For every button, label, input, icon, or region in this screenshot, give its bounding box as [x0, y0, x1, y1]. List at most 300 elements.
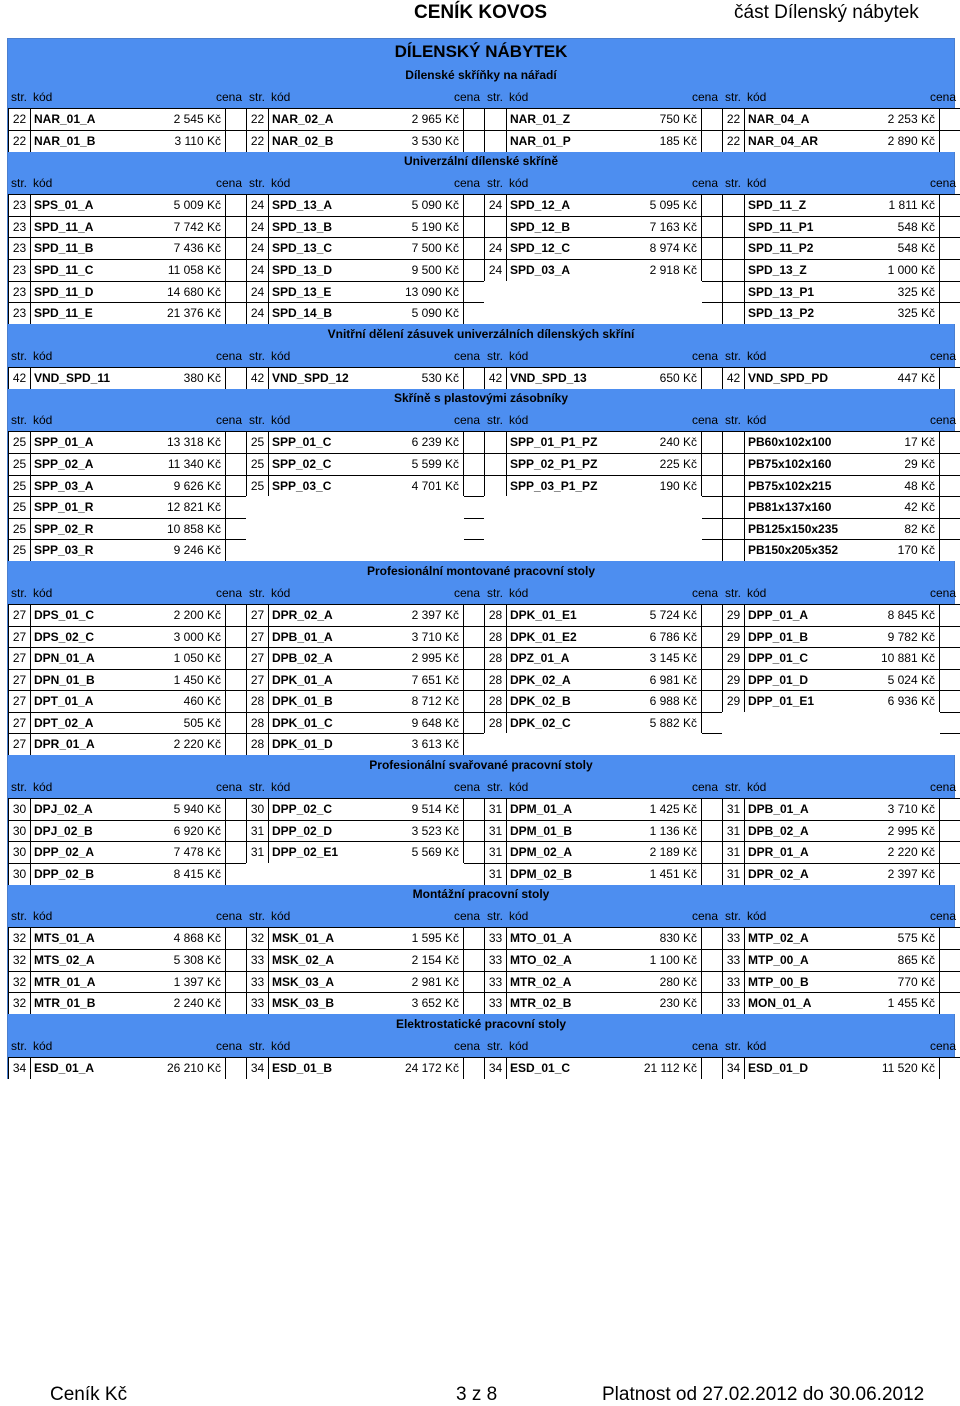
item-price: 11 340 Kč: [167, 456, 221, 471]
item-price: 2 995 Kč: [887, 823, 935, 838]
item-price: 3 000 Kč: [173, 629, 221, 644]
cell-page: 29: [722, 690, 744, 712]
cell-gap: [226, 626, 246, 648]
col-kod-label: kód: [747, 780, 767, 795]
cell-item: [30, 130, 226, 152]
cell-gap: [226, 237, 246, 259]
col-kod-label: kód: [747, 1038, 767, 1053]
item-code: DPK_01_A: [272, 672, 333, 687]
cell-page: 28: [484, 712, 506, 734]
cell-gap: [464, 1057, 484, 1079]
cell-page: 25: [246, 453, 268, 475]
cell-gap: [464, 927, 484, 949]
cell-page: 31: [722, 798, 744, 820]
table-row: [8, 1057, 954, 1079]
cell-empty: [744, 712, 940, 734]
item-code: SPD_11_Z: [748, 198, 807, 213]
cell-gap: [940, 539, 960, 561]
cell-gap: [464, 259, 484, 281]
cell-page: 31: [484, 863, 506, 885]
item-price: 1 595 Kč: [411, 931, 459, 946]
col-str-label: str.: [725, 90, 742, 104]
col-kod-label: kód: [271, 348, 291, 363]
item-price: 7 163 Kč: [649, 219, 697, 234]
cell-page: 24: [484, 237, 506, 259]
col-str-label: str.: [11, 909, 28, 924]
item-code: SPD_13_P1: [748, 284, 815, 299]
item-price: 5 599 Kč: [411, 456, 459, 471]
cell-item: [30, 108, 226, 130]
cell-gap: [940, 475, 960, 497]
item-price: 225 Kč: [659, 456, 697, 471]
cell-item: [268, 690, 464, 712]
item-price: 5 882 Kč: [649, 715, 697, 730]
cell-page: 33: [722, 949, 744, 971]
cell-item: [30, 281, 226, 303]
cell-empty: [484, 281, 506, 303]
col-str-label: str.: [11, 1038, 28, 1053]
cell-item: [506, 712, 702, 734]
col-kod-label: kód: [747, 909, 767, 924]
cell-empty: [484, 496, 506, 518]
table-row: [8, 820, 954, 842]
cell-page: 33: [484, 971, 506, 993]
table-row: [8, 237, 954, 259]
cell-gap: [702, 453, 722, 475]
col-str-label: str.: [725, 413, 742, 428]
table-row: [8, 798, 954, 820]
item-code: VND_SPD_12: [272, 370, 349, 385]
cell-item: [268, 841, 464, 863]
cell-item: [30, 216, 226, 238]
item-code: SPD_11_P2: [748, 241, 814, 256]
cell-page: 31: [246, 820, 268, 842]
item-code: DPB_02_A: [272, 651, 333, 666]
cell-item: [268, 992, 464, 1014]
col-kod-label: kód: [509, 1038, 529, 1053]
item-code: PB150x205x352: [748, 543, 839, 558]
item-price: 82 Kč: [904, 521, 935, 536]
cell-item: [744, 518, 940, 540]
cell-gap: [464, 475, 484, 497]
table-row: [8, 453, 954, 475]
col-cena-label: cena: [691, 413, 718, 428]
cell-item: [744, 475, 940, 497]
table-row: [8, 431, 954, 453]
cell-item: [506, 798, 702, 820]
col-kod-label: kód: [33, 909, 53, 924]
cell-item: [268, 1057, 464, 1079]
cell-page: 27: [8, 669, 30, 691]
item-code: DPK_02_A: [510, 672, 571, 687]
cell-gap: [940, 669, 960, 691]
item-price: 9 500 Kč: [411, 262, 459, 277]
col-str-label: str.: [487, 780, 504, 795]
cell-item: [744, 798, 940, 820]
table-row: [8, 841, 954, 863]
item-price: 6 981 Kč: [649, 672, 697, 687]
cell-item: [268, 626, 464, 648]
col-cena-label: cena: [453, 348, 480, 363]
cell-page: 24: [484, 259, 506, 281]
cell-item: [268, 259, 464, 281]
item-code: NAR_04_A: [748, 112, 810, 126]
cell-item: [30, 496, 226, 518]
cell-page: 27: [8, 647, 30, 669]
item-price: 3 523 Kč: [411, 823, 459, 838]
cell-empty: [268, 518, 464, 540]
item-code: MSK_03_B: [272, 996, 335, 1011]
cell-gap: [464, 281, 484, 303]
cell-item: [268, 949, 464, 971]
col-kod-label: kód: [271, 90, 291, 104]
item-code: PB81x137x160: [748, 500, 832, 515]
col-cena-label: cena: [453, 909, 480, 924]
cell-gap: [226, 863, 246, 885]
cell-page: 34: [246, 1057, 268, 1079]
col-kod-label: kód: [33, 176, 53, 191]
item-price: 24 172 Kč: [404, 1060, 459, 1075]
cell-gap: [940, 863, 960, 885]
cell-page: 34: [722, 1057, 744, 1079]
cell-gap: [226, 302, 246, 324]
cell-page: 34: [484, 1057, 506, 1079]
col-str-label: str.: [725, 1038, 742, 1053]
cell-gap: [702, 194, 722, 216]
cell-gap: [940, 971, 960, 993]
cell-page: 27: [8, 733, 30, 755]
cell-gap: [226, 992, 246, 1014]
cell-item: [30, 604, 226, 626]
cell-page: 32: [246, 927, 268, 949]
column-header-row: [8, 172, 954, 194]
cell-item: [506, 604, 702, 626]
item-price: 2 200 Kč: [173, 607, 221, 622]
col-cena-label: cena: [929, 348, 956, 363]
col-cena-label: cena: [453, 90, 480, 104]
cell-page: 32: [8, 971, 30, 993]
cell-gap: [226, 690, 246, 712]
item-code: SPD_11_B: [34, 241, 94, 256]
cell-page: 42: [484, 367, 506, 389]
col-str-label: str.: [487, 176, 504, 191]
cell-item: [506, 194, 702, 216]
cell-page: 32: [8, 949, 30, 971]
item-price: 240 Kč: [659, 435, 697, 450]
cell-item: [744, 130, 940, 152]
cell-gap: [940, 130, 960, 152]
cell-empty: [506, 733, 702, 755]
cell-item: [744, 108, 940, 130]
item-code: SPP_01_R: [34, 500, 94, 515]
item-code: PB125x150x235: [748, 521, 839, 536]
cell-page: 27: [246, 647, 268, 669]
cell-item: [30, 194, 226, 216]
item-code: SPD_11_E: [34, 306, 93, 321]
cell-page: [722, 194, 744, 216]
item-price: 280 Kč: [659, 974, 697, 989]
cell-page: 30: [8, 820, 30, 842]
cell-page: 23: [8, 216, 30, 238]
cell-gap: [940, 927, 960, 949]
cell-empty: [484, 518, 506, 540]
item-code: DPT_01_A: [34, 694, 94, 709]
item-code: DPB_02_A: [748, 823, 809, 838]
item-price: 2 397 Kč: [411, 607, 459, 622]
col-cena-label: cena: [453, 585, 480, 600]
cell-item: [268, 130, 464, 152]
section-title: Profesionální montované pracovní stoly: [8, 561, 954, 582]
cell-gap: [464, 712, 484, 734]
cell-gap: [226, 194, 246, 216]
cell-gap: [226, 647, 246, 669]
cell-page: 42: [246, 367, 268, 389]
col-kod-label: kód: [33, 90, 53, 104]
cell-gap: [940, 1057, 960, 1079]
item-code: MTS_02_A: [34, 953, 95, 968]
column-header-row: [8, 582, 954, 604]
cell-gap: [940, 108, 960, 130]
cell-gap: [464, 453, 484, 475]
item-price: 10 881 Kč: [880, 651, 935, 666]
cell-gap: [226, 431, 246, 453]
cell-page: 24: [246, 216, 268, 238]
col-cena-label: cena: [215, 909, 242, 924]
col-cena-label: cena: [453, 413, 480, 428]
cell-empty: [268, 539, 464, 561]
cell-page: 22: [8, 130, 30, 152]
cell-page: [722, 518, 744, 540]
sections-container: [8, 65, 954, 1078]
cell-gap: [702, 259, 722, 281]
col-kod-label: kód: [271, 176, 291, 191]
item-price: 6 239 Kč: [411, 435, 459, 450]
cell-item: [744, 992, 940, 1014]
cell-item: [744, 841, 940, 863]
table-row: [8, 647, 954, 669]
item-price: 2 189 Kč: [649, 845, 697, 860]
item-code: DPP_01_B: [748, 629, 809, 644]
item-code: PB60x102x100: [748, 435, 832, 450]
cell-page: 32: [8, 927, 30, 949]
col-str-label: str.: [487, 909, 504, 924]
cell-empty: [246, 539, 268, 561]
item-code: SPD_03_A: [510, 262, 571, 277]
item-price: 2 545 Kč: [173, 112, 221, 126]
cell-page: 28: [246, 690, 268, 712]
cell-item: [506, 367, 702, 389]
item-code: DPB_01_A: [748, 802, 809, 817]
cell-page: 22: [8, 108, 30, 130]
cell-item: [268, 475, 464, 497]
col-str-label: str.: [249, 585, 266, 600]
cell-gap: [940, 367, 960, 389]
cell-page: 42: [722, 367, 744, 389]
item-price: 9 782 Kč: [887, 629, 935, 644]
item-price: 3 110 Kč: [174, 133, 221, 148]
item-price: 1 455 Kč: [887, 996, 935, 1011]
item-code: DPB_01_A: [272, 629, 333, 644]
cell-item: [268, 604, 464, 626]
col-str-label: str.: [487, 585, 504, 600]
col-cena-label: cena: [691, 585, 718, 600]
item-code: ESD_01_C: [510, 1060, 571, 1075]
cell-gap: [702, 690, 722, 712]
cell-gap: [702, 626, 722, 648]
cell-gap: [226, 604, 246, 626]
cell-gap: [702, 431, 722, 453]
cell-page: 31: [484, 798, 506, 820]
cell-gap: [940, 216, 960, 238]
cell-gap: [226, 733, 246, 755]
item-price: 5 009 Kč: [173, 198, 221, 213]
item-code: DPP_01_C: [748, 651, 809, 666]
cell-item: [744, 604, 940, 626]
item-price: 5 308 Kč: [173, 953, 221, 968]
cell-gap: [702, 108, 722, 130]
col-str-label: str.: [11, 348, 28, 363]
item-code: SPD_13_B: [272, 219, 333, 234]
cell-empty: [484, 302, 506, 324]
cell-page: 24: [246, 194, 268, 216]
col-kod-label: kód: [33, 780, 53, 795]
item-code: PB75x102x160: [748, 456, 832, 471]
col-str-label: str.: [725, 176, 742, 191]
item-price: 170 Kč: [897, 543, 935, 558]
cell-gap: [940, 431, 960, 453]
item-code: MSK_01_A: [272, 931, 335, 946]
item-price: 1 397 Kč: [173, 974, 221, 989]
cell-gap: [940, 949, 960, 971]
cell-item: [506, 475, 702, 497]
item-code: NAR_01_Z: [510, 112, 571, 126]
item-price: 5 090 Kč: [411, 198, 459, 213]
cell-item: [744, 927, 940, 949]
item-price: 2 981 Kč: [411, 974, 459, 989]
item-price: 2 220 Kč: [887, 845, 935, 860]
cell-gap: [702, 302, 722, 324]
cell-page: 31: [722, 820, 744, 842]
cell-gap: [702, 949, 722, 971]
item-code: DPT_02_A: [34, 715, 94, 730]
item-code: DPM_01_B: [510, 823, 573, 838]
col-cena-label: cena: [453, 1038, 480, 1053]
cell-gap: [226, 841, 246, 863]
cell-gap: [464, 949, 484, 971]
cell-empty: [484, 539, 506, 561]
cell-page: 23: [8, 237, 30, 259]
item-code: DPK_02_C: [510, 715, 571, 730]
item-price: 8 974 Kč: [649, 241, 697, 256]
col-cena-label: cena: [691, 90, 718, 104]
cell-item: [744, 194, 940, 216]
table-row: [8, 669, 954, 691]
cell-item: [30, 259, 226, 281]
cell-gap: [226, 259, 246, 281]
cell-item: [30, 712, 226, 734]
item-price: 185 Kč: [659, 133, 697, 148]
item-price: 6 936 Kč: [887, 694, 935, 709]
col-kod-label: kód: [747, 348, 767, 363]
section-title: Dílenské skříňky na nářadí: [8, 65, 954, 86]
cell-page: [722, 281, 744, 303]
cell-item: [30, 733, 226, 755]
item-price: 1 811 Kč: [888, 198, 935, 213]
cell-gap: [940, 281, 960, 303]
item-code: SPD_11_D: [34, 284, 94, 299]
item-code: SPD_13_A: [272, 198, 333, 213]
cell-item: [30, 992, 226, 1014]
cell-item: [30, 475, 226, 497]
col-cena-label: cena: [215, 176, 242, 191]
item-code: MON_01_A: [748, 996, 812, 1011]
cell-item: [30, 798, 226, 820]
item-price: 5 024 Kč: [887, 672, 935, 687]
item-code: DPM_02_A: [510, 845, 573, 860]
cell-page: 22: [246, 130, 268, 152]
cell-gap: [226, 130, 246, 152]
table-row: [8, 539, 954, 561]
cell-page: [722, 539, 744, 561]
item-price: 325 Kč: [897, 284, 935, 299]
item-code: DPP_02_B: [34, 866, 95, 881]
cell-item: [30, 237, 226, 259]
cell-page: 27: [246, 626, 268, 648]
item-code: VND_SPD_PD: [748, 370, 829, 385]
item-code: MTR_01_A: [34, 974, 96, 989]
cell-gap: [940, 820, 960, 842]
cell-item: [744, 949, 940, 971]
footer-validity: Platnost od 27.02.2012 do 30.06.2012: [602, 1384, 925, 1405]
cell-gap: [702, 518, 722, 540]
cell-page: 31: [722, 841, 744, 863]
cell-gap: [464, 130, 484, 152]
cell-item: [268, 431, 464, 453]
cell-page: 42: [8, 367, 30, 389]
item-price: 865 Kč: [897, 953, 935, 968]
item-price: 8 415 Kč: [173, 866, 221, 881]
cell-gap: [226, 108, 246, 130]
footer-left: Ceník Kč: [50, 1384, 128, 1405]
cell-gap: [940, 712, 960, 734]
item-price: 29 Kč: [904, 456, 935, 471]
item-price: 3 530 Kč: [411, 133, 459, 148]
cell-gap: [940, 194, 960, 216]
item-price: 11 058 Kč: [167, 262, 221, 277]
cell-page: 33: [484, 927, 506, 949]
cell-item: [30, 626, 226, 648]
col-str-label: str.: [487, 348, 504, 363]
cell-gap: [464, 604, 484, 626]
item-price: 7 651 Kč: [411, 672, 459, 687]
item-code: MTR_02_B: [510, 996, 572, 1011]
cell-page: 30: [8, 841, 30, 863]
item-price: 48 Kč: [904, 478, 935, 493]
col-cena-label: cena: [691, 176, 718, 191]
item-code: DPK_01_B: [272, 694, 333, 709]
col-cena-label: cena: [691, 780, 718, 795]
cell-page: 24: [246, 281, 268, 303]
col-str-label: str.: [11, 90, 28, 104]
cell-page: 27: [246, 669, 268, 691]
item-code: MSK_02_A: [272, 953, 335, 968]
cell-item: [506, 1057, 702, 1079]
section-title: Vnitřní dělení zásuvek univerzálních dílenských skříní: [8, 324, 954, 345]
col-kod-label: kód: [509, 90, 529, 104]
item-code: DPS_01_C: [34, 607, 95, 622]
cell-gap: [226, 453, 246, 475]
cell-item: [506, 130, 702, 152]
